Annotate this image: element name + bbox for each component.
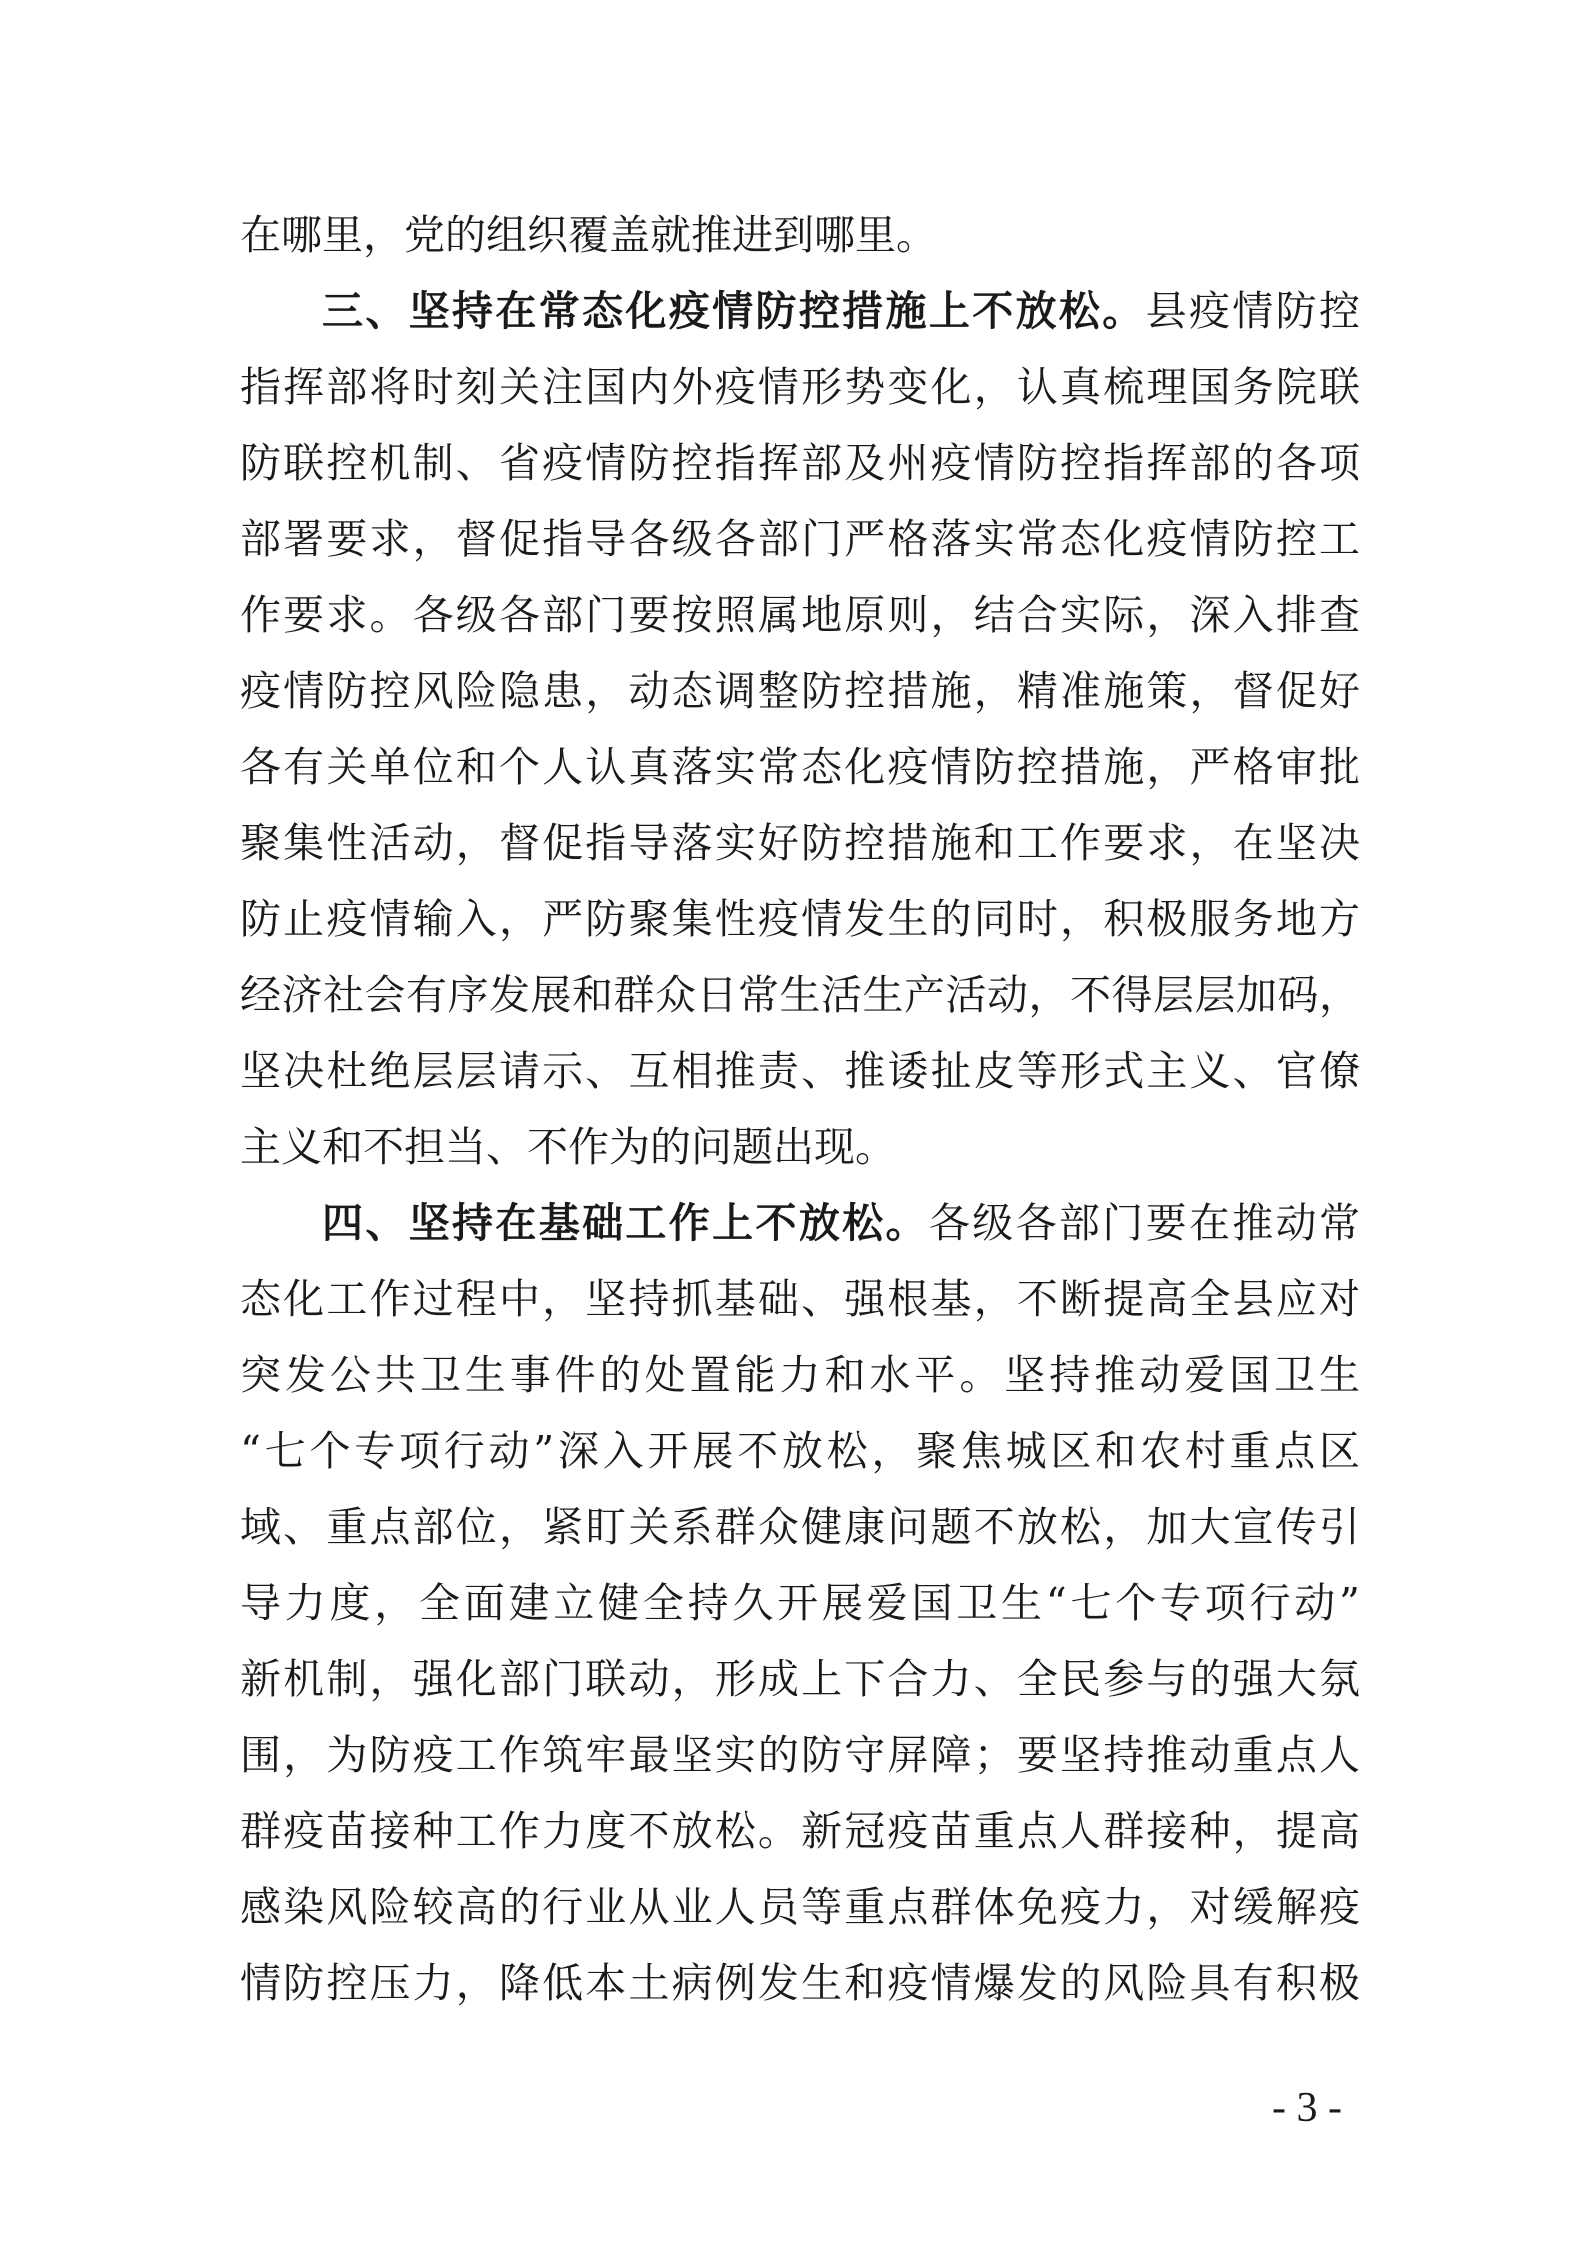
- text-line: 经济社会有序发展和群众日常生活生产活动，不得层层加码，: [240, 971, 1360, 1019]
- text-line: 各有关单位和个人认真落实常态化疫情防控措施，严格审批: [240, 743, 1360, 791]
- text-line: 群疫苗接种工作力度不放松。新冠疫苗重点人群接种，提高: [240, 1807, 1360, 1855]
- text-line: 突发公共卫生事件的处置能力和水平。坚持推动爱国卫生: [240, 1351, 1360, 1399]
- text-span: 县疫情防控: [1145, 287, 1361, 335]
- text-line: 感染风险较高的行业从业人员等重点群体免疫力，对缓解疫: [240, 1883, 1360, 1931]
- text-line: 域、重点部位，紧盯关系群众健康问题不放松，加大宣传引: [240, 1503, 1360, 1551]
- text-line: 作要求。各级各部门要按照属地原则，结合实际，深入排查: [240, 591, 1360, 639]
- text-line: 围，为防疫工作筑牢最坚实的防守屏障；要坚持推动重点人: [240, 1731, 1360, 1779]
- text-line: 情防控压力，降低本土病例发生和疫情爆发的风险具有积极: [240, 1959, 1360, 2007]
- page-number: - 3 -: [1272, 2085, 1342, 2131]
- text-line: 聚集性活动，督促指导落实好防控措施和工作要求，在坚决: [240, 819, 1360, 867]
- text-line: 导力度，全面建立健全持久开展爱国卫生“七个专项行动”: [240, 1579, 1360, 1627]
- text-span: 各级各部门要在推动常: [928, 1199, 1361, 1247]
- text-line: 主义和不担当、不作为的问题出现。: [240, 1123, 896, 1171]
- text-line: 疫情防控风险隐患，动态调整防控措施，精准施策，督促好: [240, 667, 1360, 715]
- section-three-first-line: [322, 285, 1360, 337]
- text-line: 新机制，强化部门联动，形成上下合力、全民参与的强大氛: [240, 1655, 1360, 1703]
- text-line: 部署要求，督促指导各级各部门严格落实常态化疫情防控工: [240, 515, 1360, 563]
- text-line: 防止疫情输入，严防聚集性疫情发生的同时，积极服务地方: [240, 895, 1360, 943]
- section-three-heading: 三、坚持在常态化疫情防控措施上不放松。: [322, 287, 1146, 335]
- text-line: 坚决杜绝层层请示、互相推责、推诿扯皮等形式主义、官僚: [240, 1047, 1360, 1095]
- text-line: “七个专项行动”深入开展不放松，聚焦城区和农村重点区: [240, 1427, 1360, 1475]
- text-line: 在哪里，党的组织覆盖就推进到哪里。: [240, 211, 937, 259]
- text-line: 防联控机制、省疫情防控指挥部及州疫情防控指挥部的各项: [240, 439, 1360, 487]
- section-four-heading: 四、坚持在基础工作上不放松。: [322, 1199, 929, 1247]
- section-four-first-line: [322, 1197, 1360, 1249]
- text-line: 指挥部将时刻关注国内外疫情形势变化，认真梳理国务院联: [240, 363, 1360, 411]
- text-line: 态化工作过程中，坚持抓基础、强根基，不断提高全县应对: [240, 1275, 1360, 1323]
